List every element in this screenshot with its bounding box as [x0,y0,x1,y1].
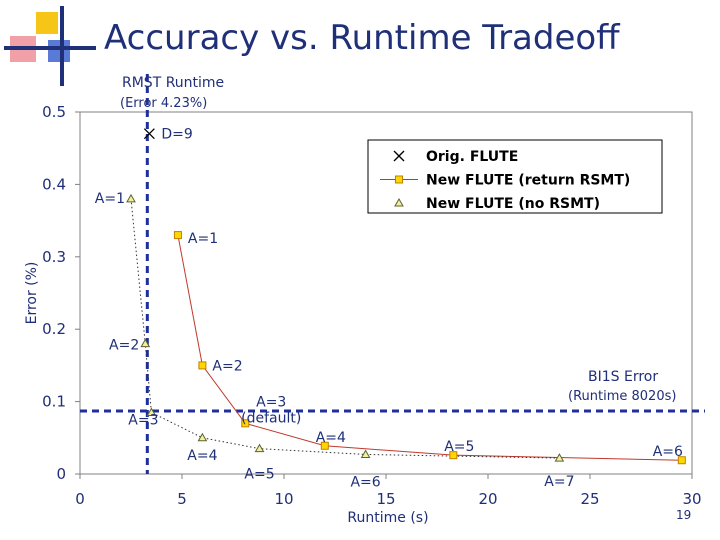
point-label: A=2 [109,337,140,354]
legend-label: Orig. FLUTE [426,149,519,165]
slide-title: Accuracy vs. Runtime Tradeoff [104,18,620,58]
point-label: A=5 [444,439,475,456]
point-label: A=3 [128,412,159,429]
legend-label: New FLUTE (no RSMT) [426,196,600,212]
point-label: A=1 [94,190,125,207]
y-axis-label: Error (%) [24,261,40,325]
legend-label: New FLUTE (return RSMT) [426,172,631,189]
slide-number: 19 [676,508,692,522]
annotation-bi1s-title: BI1S Error [588,369,659,385]
point-label: (default) [241,410,302,427]
annotation-rmst-sub: (Error 4.23%) [120,96,208,111]
x-axis-label: Runtime (s) [347,510,429,526]
point-label: A=2 [212,358,243,375]
point-label: A=3 [256,394,287,411]
point-label: A=1 [187,231,219,248]
point-label: A=6 [652,444,683,461]
return-rsmt-marker [199,362,206,369]
y-tick-label: 0.5 [42,103,66,121]
x-tick-label: 5 [177,490,187,508]
x-tick-label: 25 [580,490,600,508]
x-tick-label: 20 [478,490,498,508]
y-tick-label: 0.4 [42,175,66,194]
point-label: A=6 [350,474,381,491]
y-tick-label: 0.3 [42,247,66,266]
legend [368,140,662,213]
return-rsmt-marker [396,176,403,183]
annotation-rmst-title: RMST Runtime [122,75,225,91]
y-tick-label: 0.2 [42,320,66,339]
point-label: D=9 [161,126,193,143]
point-label: A=5 [244,466,275,483]
y-tick-label: 0.1 [42,392,66,411]
point-label: A=7 [544,474,575,491]
return-rsmt-marker [174,232,181,239]
x-tick-label: 30 [682,490,702,508]
y-tick-label: 0 [56,465,66,483]
point-label: A=4 [187,447,218,464]
x-tick-label: 0 [75,490,85,508]
annotation-bi1s-sub: (Runtime 8020s) [568,389,677,404]
x-tick-label: 10 [274,490,294,508]
point-label: A=4 [315,429,346,446]
x-tick-label: 15 [376,490,396,508]
